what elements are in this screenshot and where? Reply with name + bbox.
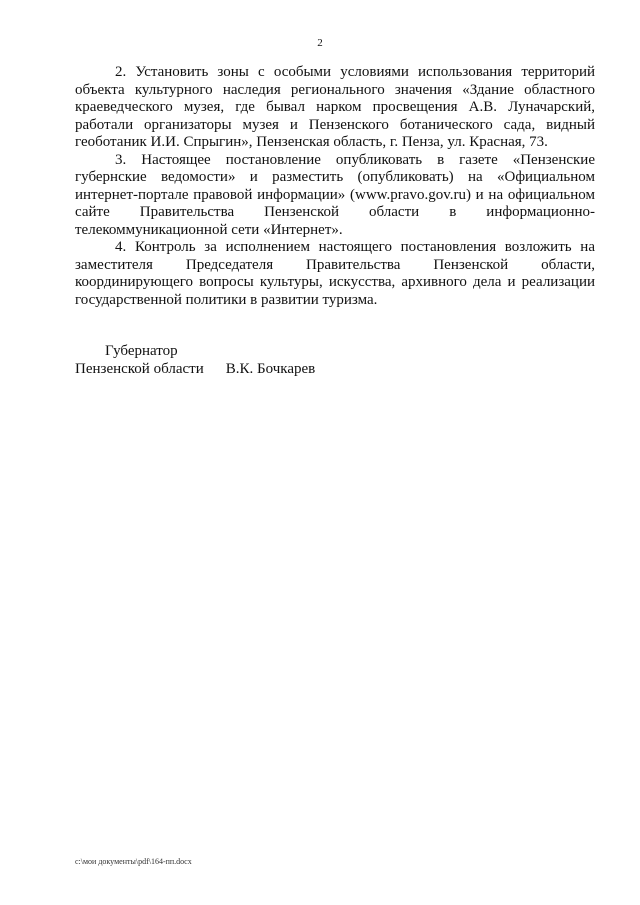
paragraph-2-zones: 2. Установить зоны с особыми условиями использования территорий объекта культурного наследия регионального значения «Здание областного краеведческого музея, где бывал нарком просвещения А.В. Луначарский, работали организаторы музея и Пензенского ботанического сада, видный геоботаник И.И. Спрыгин», Пензенская область, г. Пенза, ул. Красная, 73.: [75, 64, 595, 150]
signatory-title-line1: Губернатор: [105, 343, 178, 359]
document-body: [75, 64, 595, 309]
page-number: 2: [317, 37, 323, 49]
paragraph-4-control: 4. Контроль за исполнением настоящего постановления возложить на заместителя Председателя Правительства Пензенской области, координирующего вопросы культуры, искусства, архивного дела и реализации государственной политики в развитии туризма.: [75, 239, 595, 308]
signatory-title-line2: Пензенской области: [75, 360, 204, 377]
signature-block: [75, 343, 375, 378]
signatory-name: В.К. Бочкарев: [225, 360, 316, 377]
footer-file-path: c:\мои документы\pdf\164-пп.docx: [75, 857, 192, 866]
paragraph-3-publication: 3. Настоящее постановление опубликовать в газете «Пензенские губернские ведомости» и разместить (опубликовать) на «Официальном интернет-портале правовой информации» (www.pravo.gov.ru) и на официальном сайте Правительства Пензенской области в информационно-телекоммуникационной сети «Интернет».: [75, 151, 595, 238]
signatory-title-line2-row: [75, 361, 375, 379]
